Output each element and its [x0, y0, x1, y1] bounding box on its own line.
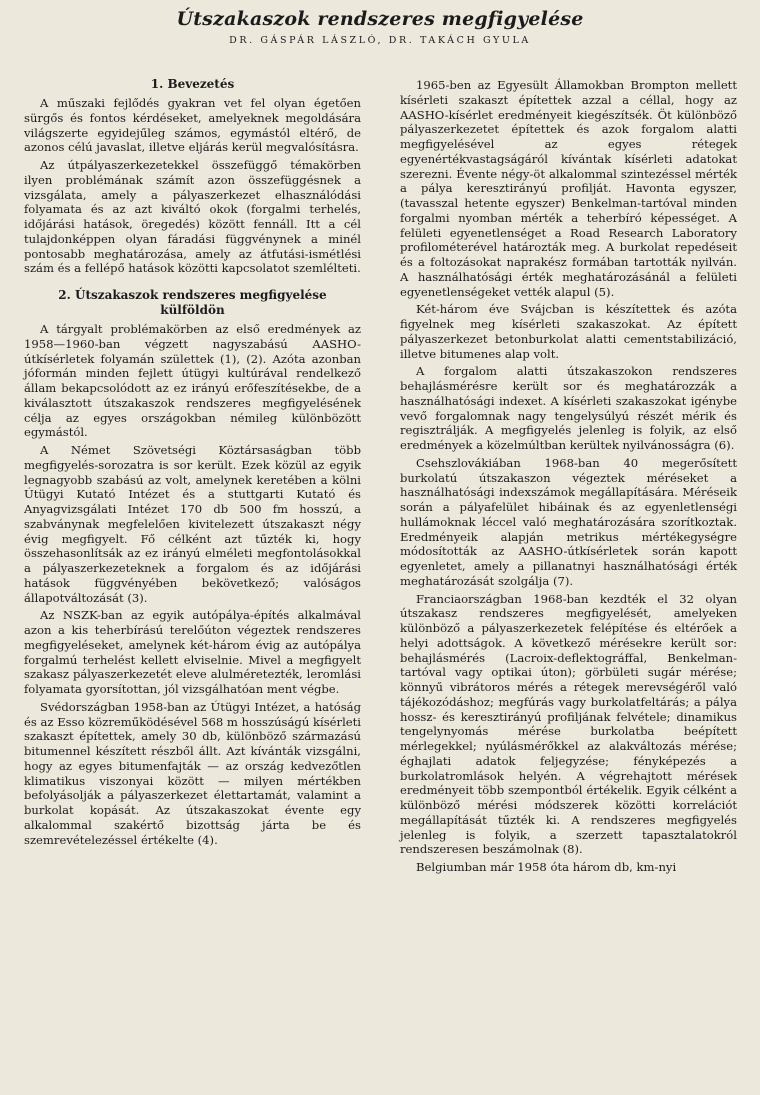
- paragraph: Két-három éve Svájcban is készítettek és azóta figyelnek meg kísérleti szakaszokat. Az épített pályaszerkezet betonburkolat alatti cementstabilizáció, illetve bitumenes alap volt.: [400, 302, 737, 361]
- article-title: Útszakaszok rendszeres megfigyelése: [176, 8, 584, 30]
- paragraph: Az NSZK-ban az egyik autópálya-építés alkalmával azon a kis teherbírású terelőúton végeztek rendszeres megfigyeléseket, amelynek két-három évig az autópálya forgalmú terhelést kellett elviselnie. Mivel a megfigyelt szakasz pályaszerkezetét eleve alulméretezték, leromlási folyamata gyorsítottan, jól vizsgálhatóan ment végbe.: [24, 608, 361, 696]
- article-authors: DR. GÁSPÁR LÁSZLÓ, DR. TAKÁCH GYULA: [229, 35, 531, 46]
- paragraph: A Német Szövetségi Köztársaságban több megfigyelés-sorozatra is sor került. Ezek közül az egyik legnagyobb szabású az volt, amelynek keretében a kölni Útügyi Kutató Intézet és a stuttgarti Kutató és Anyagvizsgálati Intézet 170 db 500 fm hosszú, a szabványnak megfelelően kivitelezett útszakaszt négy évig megfigyelt. Fő célként azt tűzték ki, hogy összehasonlítsák az ez irányú elméleti megfontolásokkal a pályaszerkezeteknek a forgalom és az időjárási hatások függvényében bekövetkező; valóságos állapotváltozását (3).: [24, 443, 361, 605]
- paragraph: Franciaországban 1968-ban kezdték el 32 olyan útszakasz rendszeres megfigyelését, amelyeken különböző a pályaszerkezetek felépítése és eltérőek a helyi adottságok. A következő mérésekre került sor: behajlásmérés (Lacroix-deflektográffal, Benkelman-tartóval vagy optikai úton); görbületi sugár mérése; könnyű vibrátoros mérés a rétegek merevségéről való tájékozódáshoz; megfúrás vagy burkolatfeltárás; a pálya hossz- és keresztirányú profiljának felvétele; dinamikus tengelynyomás mérése burkolatba beépített mérlegekkel; nyúlásmérőkkel az alakváltozás mérése; éghajlati adatok feljegyzése; fényképezés a burkolatromlások helyén. A végrehajtott mérések eredményeit több szempontból értékelik. Egyik célként a különböző mérési módszerek közötti korrelációt megállapítását tűzték ki. A rendszeres megfigyelés jelenleg is folyik, a szerzett tapasztalatokról rendszeresen beszámolnak (8).: [400, 591, 737, 857]
- paragraph: A forgalom alatti útszakaszokon rendszeres behajlásmérésre került sor és meghatározzák a használhatósági indexet. A kísérleti szakaszokat igénybe vevő forgalomnak nagy tengelysúlyú részét mérik és regisztrálják. A megfigyelés jelenleg is folyik, az első eredmények a közelmúltban kerültek nyilvánosságra (6).: [400, 364, 737, 452]
- paragraph: Belgiumban már 1958 óta három db, km-nyi: [416, 860, 677, 874]
- paragraph: Svédországban 1958-ban az Útügyi Intézet, a hatóság és az Esso közreműködésével 568 m hosszúságú kísérleti szakaszt építettek, amely 30 db, különböző származású bitumennel készített részből állt. Azt kívánták vizsgálni, hogy az egyes bitumenfajták — az ország kedvezőtlen klimatikus viszonyai között — milyen mértékben befolyásolják a pályaszerkezet élettartamát, valamint a burkolat kopását. Az útszakaszokat évente egy alkalommal szakértő bizottság járta be és szemrevételezéssel értékelte (4).: [24, 699, 361, 847]
- right-column: [400, 78, 737, 875]
- paragraph: 1965-ben az Egyesült Államokban Brompton mellett kísérleti szakaszt építettek azzal a céllal, hogy az AASHO-kísérlet eredményeit kiegészítsék. Öt különböző pályaszerkezetet építettek és azok forgalom alatti megfigyelésével az egyes rétegek egyenértékvastagságáról kívántak kísérleti adatokat szerezni. Évente négy-öt alkalommal szintezéssel mérték a pálya keresztirányú profilját. Havonta egyszer, (tavasszal hetente egyszer) Benkelman-tartóval minden forgalmi nyomban mérték a teherbíró képességet. A felületi egyenetlenséget a Road Research Laboratory profilométerével határozták meg. A burkolat repedéseit és a foltozásokat naprakész formában tartották nyilván. A használhatósági érték meghatározásánál a felületi egyenetlenségeket vették alapul (5).: [400, 78, 737, 299]
- section-heading-abroad: 2. Útszakaszok rendszeres megfigyelése külföldön: [58, 288, 327, 317]
- paragraph: A műszaki fejlődés gyakran vet fel olyan égetően sürgős és fontos kérdéseket, amelyeknek megoldására világszerte egyidejűleg számos, egymástól eltérő, de azonos célú javaslat, illetve eljárás kerül megvalósításra.: [24, 96, 361, 155]
- paragraph: Az útpályaszerkezetekkel összefüggő témakörben ilyen problémának számít azon összefüggésnek a vizsgálata, amely a pályaszerkezet elhasználódási folyamata és az azt kiváltó okok (forgalmi terhelés, időjárási hatások, öregedés) között fennáll. Itt a cél tulajdonképpen olyan fáradási függvénynek a minél pontosabb meghatározása, amely az átfutási-ismétlési szám és a fellépő hatások közötti kapcsolatot szemlélteti.: [24, 158, 361, 276]
- left-column: [24, 72, 361, 847]
- paragraph: Csehszlovákiában 1968-ban 40 megerősített burkolatú útszakaszon végeztek méréseket a használhatósági indexszámok megállapítására. Méréseik során a pályafelület hibáinak és az egyenletlenségi hullámoknak léccel való meghatározására szorítkoztak. Eredményeik alapján metrikus mértékegységre módosították az AASHO-útkísérletek során kapott egyenletet, amely a pillanatnyi használhatósági érték meghatározását szolgálja (7).: [400, 455, 737, 588]
- paragraph: A tárgyalt problémakörben az első eredmények az 1958—1960-ban végzett nagyszabású AASHO-útkísérletek folyamán születtek (1), (2). Azóta azonban jóformán minden fejlett útügyi kultúrával rendelkező állam bekapcsolódott az ez irányú erőfeszítésekbe, de a kiválasztott útszakaszok rendszeres megfigyelésének célja az egyes országokban némileg különbözött egymástól.: [24, 322, 361, 440]
- section-heading-introduction: 1. Bevezetés: [150, 77, 235, 91]
